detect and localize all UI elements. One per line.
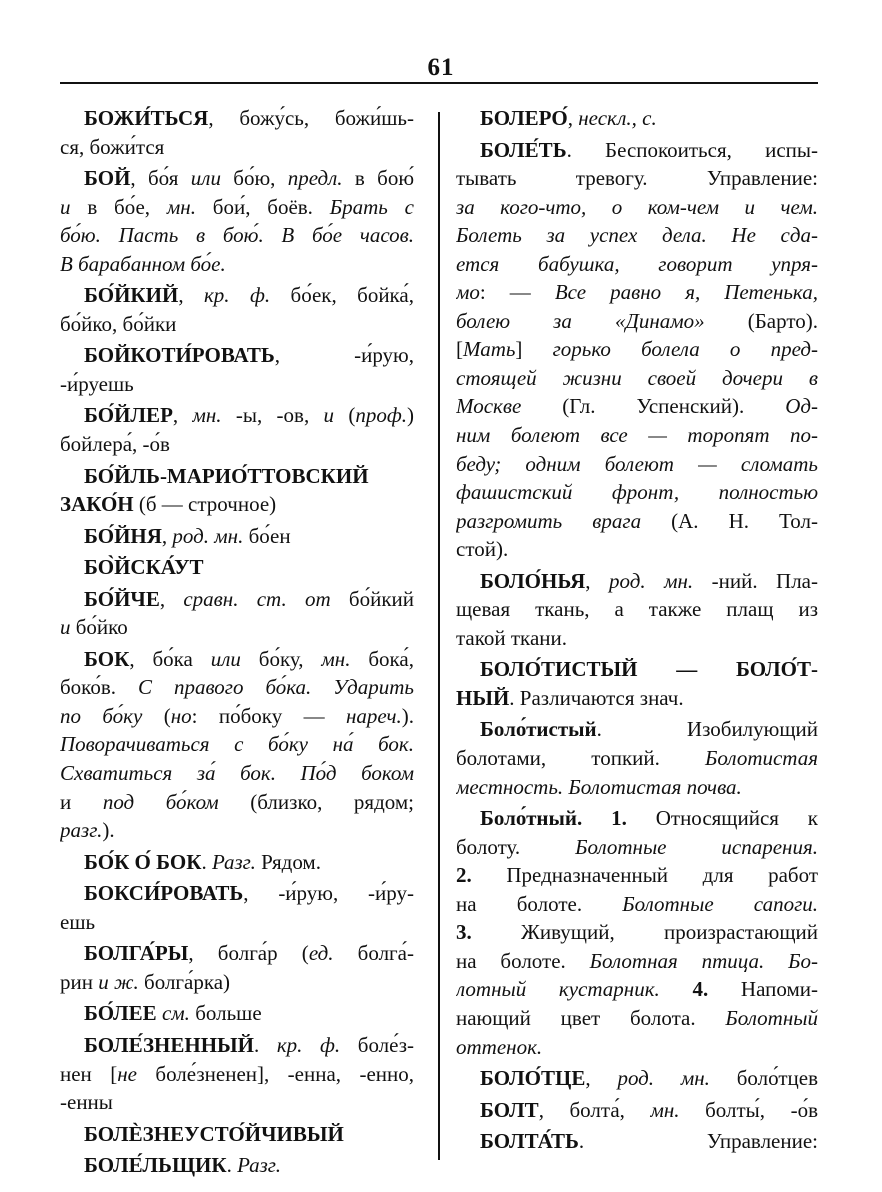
body-text: бо́йкий [330,586,414,611]
entry-first-line [60,645,414,674]
entry-first-line [456,1096,818,1125]
body-text: . [254,1032,277,1057]
body-text: Предназначенный для работ [471,863,818,888]
entry-first-line [60,1151,414,1180]
italic-text: В барабанном бо́е. [60,251,226,276]
entry-continuation-line [456,193,818,222]
italic-text: беду; одним болеют — сломать [456,451,818,476]
italic-text: мн. [192,403,222,428]
italic-text: нареч. [346,703,402,728]
italic-text: Мать [463,337,516,362]
body-text: на болоте. [456,948,590,973]
italic-text: Москве [456,394,522,419]
body-text: ( [334,403,356,428]
italic-text: не [117,1061,137,1086]
body-text: , божу́сь, божи́шь- [208,106,414,130]
body-text: бо́йко, бо́йки [60,311,177,336]
headword-text: БОЛО́ТЦЕ [480,1066,586,1091]
italic-text: Болеть за успех дела. Не сда- [456,223,818,248]
headword-text: БОЛЕ́ЗНЕННЫЙ [84,1032,254,1057]
entry-continuation-line [60,908,414,937]
headword-text: ЗАКО́Н [60,492,134,517]
entry-continuation-line [60,730,414,759]
italic-text: под бо́ком [102,789,219,814]
body-text: , [161,523,173,548]
italic-text: и [323,403,335,428]
italic-text: Болотная птица. Бо- [589,948,818,973]
headword-text: НЫЙ [456,685,510,710]
italic-text: предл. [287,166,343,191]
header-rule [60,82,818,84]
body-text: ешь [60,909,96,934]
entry-first-line [60,401,414,430]
entry-continuation-line [456,392,818,421]
italic-text: мо [456,280,480,305]
body-text: бока́, [350,646,414,671]
headword-text: БОК [84,646,130,671]
italic-text: горько болела о пред- [552,337,818,362]
italic-text: род. мн. [609,568,694,593]
italic-text: фашистский фронт, полностью [456,480,818,505]
headword-text: БОЖИ́ТЬСЯ [84,106,209,130]
body-text: (близко, рядом; [218,789,414,814]
headword-text: БО́ЙНЯ [84,523,162,548]
body-text: , [585,568,609,593]
body-text: Напоми- [708,977,818,1002]
body-text: болга́- [333,941,414,966]
italic-text: ним болеют все — торопят по- [456,423,818,448]
entry-first-line [456,804,818,833]
body-text: такой ткани. [456,625,567,650]
body-text: болотами, топкий. [456,746,706,771]
entry-continuation-line [456,975,818,1004]
headword-text: Боло́тный. 1. [480,806,627,831]
italic-text: Болотные испарения. [575,834,818,859]
body-text: бо́ек, бойка́, [270,283,414,308]
body-text: тывать тревогу. Управление: [456,166,818,191]
entry-first-line [60,1120,414,1149]
body-text: щевая ткань, а также плащ из [456,597,818,622]
body-text: рин [60,969,99,994]
italic-text: разг. [60,818,103,843]
body-text: Живущий, произрастающий [471,920,818,945]
entry-continuation-line [60,490,414,519]
italic-text: бо́ю. Пасть в бою́. В бо́е часов. [60,223,414,248]
italic-text: род. мн. [617,1066,710,1091]
body-text: , бо́я [130,166,191,191]
entry-continuation-line [456,164,818,193]
italic-text: ется бабушка, говорит упря- [456,251,818,276]
italic-text: за кого-что, о ком-чем и чем. [456,194,818,219]
body-text: , [178,283,204,308]
entry-continuation-line [60,673,414,702]
entry-continuation-line [456,478,818,507]
body-text: , болга́р ( [188,941,309,966]
body-text: в бою́ [342,166,414,191]
entry-continuation-line [456,535,818,564]
italic-text: лотный кустарник. [456,977,660,1002]
body-text: , болта́, [538,1097,651,1122]
body-text [660,977,693,1001]
body-text: бо́ю, [220,166,288,191]
body-text: бо́ен [243,523,291,548]
body-text: (Барто). [704,308,818,333]
body-text: бойлера́, -о́в [60,432,170,457]
entry-continuation-line [60,1060,414,1089]
entry-continuation-line [456,861,818,890]
italic-text: и [60,615,71,640]
body-text: боко́в. [60,675,138,700]
body-text: на болоте. [456,891,623,916]
italic-text: или [190,166,221,191]
entry-continuation-line [60,430,414,459]
entry-continuation-line [456,595,818,624]
entry-first-line [60,848,414,877]
headword-text: БО́ЙЛЕР [84,403,173,428]
headword-text: 2. [456,863,472,888]
entry-continuation-line [456,624,818,653]
entry-first-line [60,341,414,370]
headword-text: БО́К О́ БОК [84,849,202,874]
body-text: Рядом. [255,849,321,874]
italic-text: мн. [166,194,196,219]
entry-continuation-line [456,833,818,862]
entry-continuation-line [456,890,818,919]
entry-continuation-line [456,335,818,364]
entry-continuation-line [456,364,818,393]
italic-text: нескл., с. [578,106,657,130]
entry-continuation-line [456,1004,818,1033]
entry-continuation-line [456,221,818,250]
italic-text: местность. Болотистая почва. [456,774,742,799]
entry-first-line [456,104,818,133]
italic-text: Разг. [237,1153,281,1178]
entry-first-line [60,553,414,582]
body-text: боле́зненен], -енна, -енно, [136,1061,414,1086]
italic-text: Все равно я, Петенька, [554,280,818,305]
entry-first-line [456,567,818,596]
entry-continuation-line [60,370,414,399]
italic-text: кр. ф. [203,283,271,308]
entry-continuation-line [60,613,414,642]
italic-text: С правого бо́ка. Ударить [137,675,414,700]
entry-continuation-line [60,759,414,788]
left-column [60,104,414,1180]
italic-text: разгромить врага [456,508,642,533]
page-number: 61 [427,54,455,81]
body-text: . Беспокоиться, испы- [566,137,818,162]
italic-text: мн. [650,1097,680,1122]
headword-text: БОЛЀЗНЕУСТО́ЙЧИВЫЙ [84,1121,344,1146]
entry-continuation-line [456,450,818,479]
entry-continuation-line [456,250,818,279]
entry-continuation-line [60,133,414,162]
body-text: болты́, -о́в [679,1097,818,1122]
body-text: , [159,586,184,611]
body-text: , -и́рую, -и́ру- [243,881,414,906]
italic-text: Од- [785,394,818,419]
body-text: . Различаются знач. [509,685,684,710]
headword-text: БОЛГА́РЫ [84,941,189,966]
entry-first-line [60,585,414,614]
headword-text: БО́ЛЕЕ [84,1001,157,1026]
headword-text: БО́ЙЧЕ [84,586,160,611]
body-text: . Изобилующий [596,717,818,742]
headword-text: 3. [456,920,472,945]
italic-text: болею за «Динамо» [456,308,705,333]
entry-first-line [456,1127,818,1156]
entry-continuation-line [60,816,414,845]
entry-continuation-line [456,773,818,802]
headword-text: БОЙ [84,166,131,191]
body-text: ). [401,703,414,728]
entry-first-line [60,939,414,968]
italic-text: Брать с [329,194,414,219]
italic-text: и ж. [98,969,139,994]
entry-continuation-line [60,193,414,222]
entry-continuation-line [456,947,818,976]
body-text: -и́руешь [60,371,134,396]
italic-text: Болотистая [705,746,818,771]
body-text: болга́рка) [138,969,231,994]
body-text: Относящийся к [626,806,818,831]
body-text: больше [189,1001,262,1026]
entry-first-line [60,1031,414,1060]
italic-text: мн. [321,646,351,671]
headword-text: БОЛЕ́ЛЬЩИК [84,1153,227,1178]
body-text: (Гл. Успенский). [521,394,786,419]
italic-text: Поворачиваться с бо́ку на́ бок. [60,732,414,757]
entry-first-line [60,281,414,310]
column-divider [438,112,440,1160]
body-text: бо́йко [70,615,128,640]
entry-continuation-line [60,221,414,250]
body-text: болоту. [456,834,576,859]
headword-text: БО́ЙКИЙ [84,283,179,308]
body-text: . Управление: [578,1129,818,1154]
italic-text: кр. ф. [276,1032,341,1057]
headword-text: БО̀ЙСКА́УТ [84,555,204,580]
headword-text: БОКСИ́РОВАТЬ [84,881,244,906]
italic-text: ед. [308,941,334,966]
headword-text: 4. [692,977,709,1002]
entry-continuation-line [456,1033,818,1062]
headword-text: БОЛО́НЬЯ [480,568,586,593]
body-text: , [567,106,579,130]
italic-text: по бо́ку [60,703,143,728]
entry-continuation-line [60,1088,414,1117]
body-text: ) [407,403,414,428]
body-text: ( [142,703,171,728]
headword-text: БОЙКОТИ́РОВАТЬ [84,343,275,368]
entry-continuation-line [60,702,414,731]
body-text: : по́боку — [191,703,346,728]
body-text: бои́, боёв. [195,194,330,219]
italic-text: Болотные сапоги. [622,891,818,916]
headword-text: Боло́тистый [480,717,597,742]
body-text: -ний. Пла- [693,568,818,593]
body-text: -ы, -ов, [221,403,324,428]
body-text: боле́з- [340,1032,414,1057]
headword-text: БОЛЕ́ТЬ [480,137,567,162]
entry-continuation-line [456,744,818,773]
italic-text: но [170,703,192,728]
headword-text: БО́ЙЛЬ-МАРИО́ТТОВСКИЙ [84,463,369,488]
entry-first-line [456,136,818,165]
right-column [456,104,818,1156]
italic-text: Болотный [725,1005,818,1030]
entry-continuation-line [456,421,818,450]
body-text: (б — строчное) [133,492,277,517]
italic-text: проф. [355,403,408,428]
body-text: бо́ку, [240,646,322,671]
body-text: , [172,403,193,428]
body-text: . [226,1153,238,1178]
entry-continuation-line [456,507,818,536]
body-text: (А. Н. Тол- [641,508,818,533]
entry-first-line [456,655,818,684]
entry-first-line [456,1064,818,1093]
body-text: . [201,849,212,874]
italic-text: Схватиться за́ бок. По́д боком [60,761,414,786]
entry-first-line [60,522,414,551]
body-text: и [60,789,103,814]
entry-first-line [60,462,414,491]
entry-continuation-line [60,968,414,997]
body-text: ] [515,337,553,362]
entry-continuation-line [456,278,818,307]
entry-first-line [60,879,414,908]
italic-text: см. [161,1001,190,1026]
body-text: нающий цвет болота. [456,1005,726,1030]
entry-first-line [60,999,414,1028]
italic-text: Разг. [211,849,256,874]
body-text: -енны [60,1090,113,1115]
headword-text: БОЛЕРО́ [480,106,568,130]
entry-continuation-line [456,307,818,336]
entry-continuation-line [60,310,414,339]
body-text: стой). [456,537,509,562]
entry-continuation-line [456,684,818,713]
body-text: : — [479,280,555,305]
entry-continuation-line [60,788,414,817]
italic-text: оттенок. [456,1034,543,1059]
headword-text: БОЛО́ТИСТЫЙ — БОЛО́Т- [480,657,818,682]
entry-first-line [60,104,414,133]
italic-text: род. мн. [172,523,244,548]
entry-continuation-line [456,918,818,947]
body-text: нен [ [60,1061,118,1086]
italic-text: стоящей жизни своей дочери в [456,365,818,390]
headword-text: БОЛТ [480,1097,539,1122]
body-text: , бо́ка [129,646,211,671]
body-text: боло́тцев [709,1066,818,1091]
body-text: в бо́е, [70,194,167,219]
italic-text: сравн. ст. от [183,586,331,611]
body-text: ). [102,818,115,843]
entry-first-line [60,164,414,193]
italic-text: или [210,646,241,671]
italic-text: и [60,194,71,219]
body-text: [ [456,337,463,362]
entry-continuation-line [60,250,414,279]
headword-text: БОЛТА́ТЬ [480,1129,579,1154]
body-text: , [585,1066,618,1091]
body-text: , -и́рую, [274,343,414,368]
entry-first-line [456,715,818,744]
body-text: ся, божи́тся [60,134,165,159]
